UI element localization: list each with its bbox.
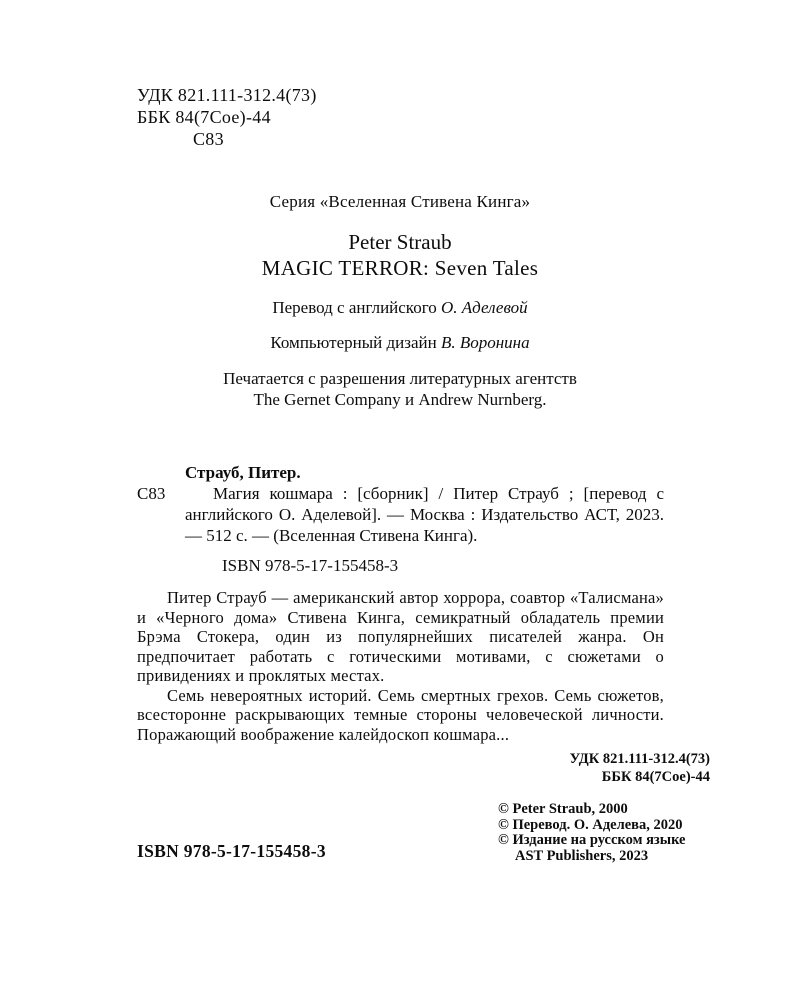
bbk-code-right: ББК 84(7Сое)-44	[601, 769, 710, 785]
biblio-isbn: ISBN 978-5-17-155458-3	[222, 556, 399, 575]
permission-line-2: The Gernet Company и Andrew Nurnberg.	[253, 390, 547, 409]
design-credit	[60, 333, 740, 353]
design-credit-prefix: Компьютерный дизайн	[270, 333, 441, 352]
copyright-line-3: © Издание на русском языке	[498, 832, 686, 848]
title-header-block	[60, 192, 740, 410]
biblio-author-heading: Страуб, Питер.	[185, 463, 301, 482]
bibliographic-record	[137, 462, 664, 576]
series-line: Серия «Вселенная Стивена Кинга»	[269, 192, 531, 211]
bbk-code-top: ББК 84(7Сое)-44	[137, 107, 271, 127]
udk-code-top: УДК 821.111-312.4(73)	[137, 85, 317, 105]
right-codes-block	[137, 750, 710, 786]
author-sign-code-biblio: С83	[137, 484, 166, 503]
translation-credit-prefix: Перевод с английского	[272, 298, 441, 317]
copyright-line-1: © Peter Straub, 2000	[498, 801, 628, 817]
translator-name: О. Аделевой	[441, 298, 528, 317]
designer-name: В. Воронина	[440, 333, 530, 352]
copyright-block	[498, 802, 710, 864]
annotation-paragraph-1: Питер Страуб — американский автор хоррора, соавтор «Талисмана» и «Черного дома» Стивена Кинга, семикратный обладатель премии Брэма Стокера, один из популярнейших писателей жанра. Он предпочитает работать с готическими мотивами, с сюжетами о привидениях и проклятых местах.	[137, 588, 664, 685]
footer-isbn: ISBN 978-5-17-155458-3	[137, 841, 326, 861]
permission-line-1: Печатается с разрешения литературных агентств	[223, 369, 577, 388]
author-sign-code-top: С83	[193, 129, 224, 149]
translation-credit	[60, 298, 740, 318]
biblio-entry-text: Магия кошмара : [сборник] / Питер Страуб ; [перевод с английского О. Аделевой]. — Москва : Издательство АСТ, 2023. — 512 с. — (Вселенная Стивена Кинга).	[185, 484, 664, 545]
permission-notice	[60, 368, 740, 410]
copyright-line-4: AST Publishers, 2023	[515, 847, 649, 864]
original-title: MAGIC TERROR: Seven Tales	[261, 256, 539, 280]
footer-row	[0, 802, 800, 864]
udk-code-right: УДК 821.111-312.4(73)	[569, 751, 710, 767]
author-name: Peter Straub	[348, 230, 452, 254]
biblio-entry-row	[137, 483, 664, 546]
annotation-block	[137, 588, 664, 744]
annotation-paragraph-2: Семь невероятных историй. Семь смертных грехов. Семь сюжетов, всесторонне раскрывающих темные стороны человеческой личности. Поражающий воображение калейдоскоп кошмара...	[137, 685, 664, 744]
copyright-line-2: © Перевод. О. Аделева, 2020	[498, 816, 683, 833]
top-codes-block	[137, 84, 800, 150]
